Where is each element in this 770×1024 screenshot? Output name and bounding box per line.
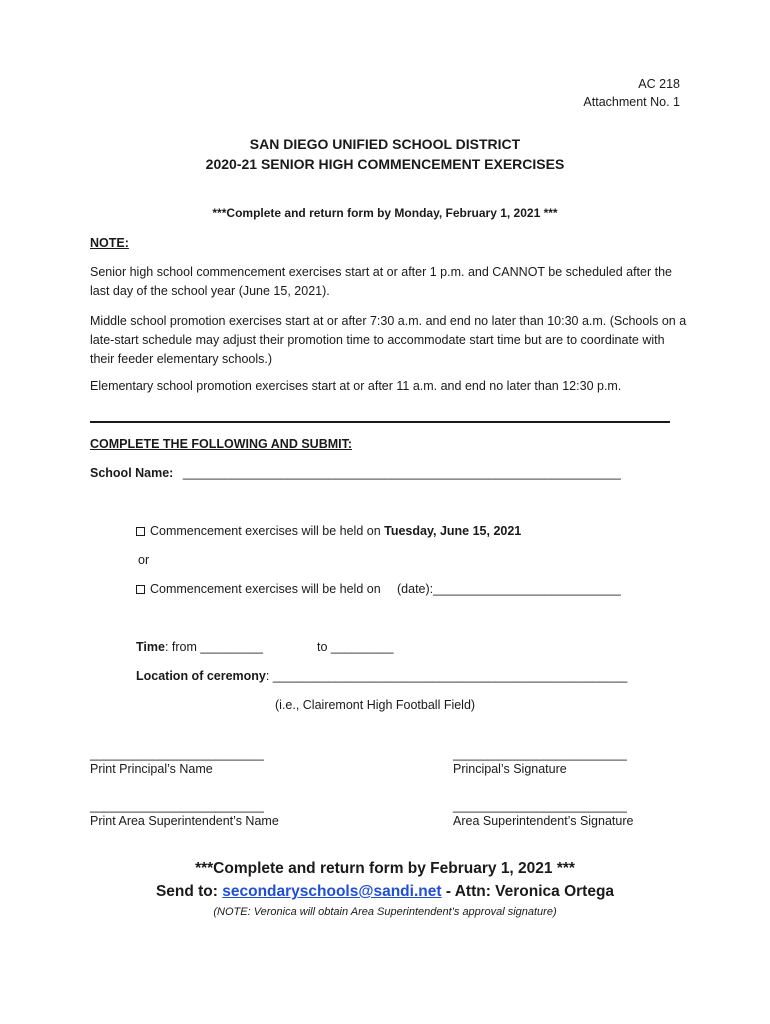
superintendent-name-field[interactable]: _________________________ [90,799,264,813]
footer-note: (NOTE: Veronica will obtain Area Superintendent’s approval signature) [213,906,557,918]
deadline-notice: ***Complete and return form by Monday, February 1, 2021 *** [212,206,558,220]
option-june-15[interactable] [136,524,521,538]
attachment-number: Attachment No. 1 [583,95,680,109]
option-june-15-date: Tuesday, June 15, 2021 [384,524,522,538]
send-to-label: Send to: [155,883,223,900]
email-link[interactable]: secondaryschools@sandi.net [222,883,442,900]
option-other-date[interactable] [136,582,381,596]
event-title: 2020-21 SENIOR HIGH COMMENCEMENT EXERCISES [205,156,565,172]
school-name-field[interactable]: _______________________________________________________________ [182,466,621,480]
footer-deadline: ***Complete and return form by February 1, 2021 *** [195,860,575,877]
note-elementary: Elementary school promotion exercises start at or after 11 a.m. and end no later than 12:30 p.m. [90,379,622,393]
district-title: SAN DIEGO UNIFIED SCHOOL DISTRICT [249,136,521,152]
note-middle-school: Middle school promotion exercises start at or after 7:30 a.m. and end no later than 10:30 a.m. (Schools on a late-start schedule may adjust their promotion time to accommodate start time but are to coordinate with their feeder elementary schools.) [90,314,687,366]
location-field[interactable]: : ___________________________________________________ [265,669,628,683]
time-from-row[interactable] [136,640,263,654]
time-from-field[interactable]: : from _________ [164,640,263,654]
principal-signature-label: Principal’s Signature [453,762,567,776]
superintendent-signature-label: Area Superintendent’s Signature [453,814,634,828]
send-to-line [0,883,770,901]
principal-signature-field[interactable]: _________________________ [453,747,627,761]
location-example: (i.e., Clairemont High Football Field) [275,698,476,712]
school-name-row[interactable] [90,466,621,480]
form-code: AC 218 [638,77,680,91]
superintendent-signature-field[interactable]: _________________________ [453,799,627,813]
checkbox-june-15[interactable] [136,527,145,536]
time-label: Time [136,640,165,654]
school-name-label: School Name: [90,466,174,480]
option-june-15-text: Commencement exercises will be held on [150,524,385,538]
or-separator: or [138,553,150,567]
attn-text: - Attn: Veronica Ortega [441,883,615,900]
option-other-date-text: Commencement exercises will be held on [150,582,381,596]
location-label: Location of ceremony [136,669,266,683]
form-heading: COMPLETE THE FOLLOWING AND SUBMIT: [90,437,353,451]
other-date-field[interactable]: (date):___________________________ [397,582,621,596]
divider [90,421,670,423]
time-to-field[interactable]: to _________ [317,640,394,654]
checkbox-other-date[interactable] [136,585,145,594]
note-senior-high: Senior high school commencement exercises start at or after 1 p.m. and CANNOT be scheduled after the last day of the school year (June 15, 2021). [90,265,672,298]
principal-name-label: Print Principal’s Name [90,762,213,776]
superintendent-name-label: Print Area Superintendent’s Name [90,814,279,828]
note-heading: NOTE: [90,236,129,250]
principal-name-field[interactable]: _________________________ [90,747,264,761]
location-row[interactable] [136,669,627,683]
